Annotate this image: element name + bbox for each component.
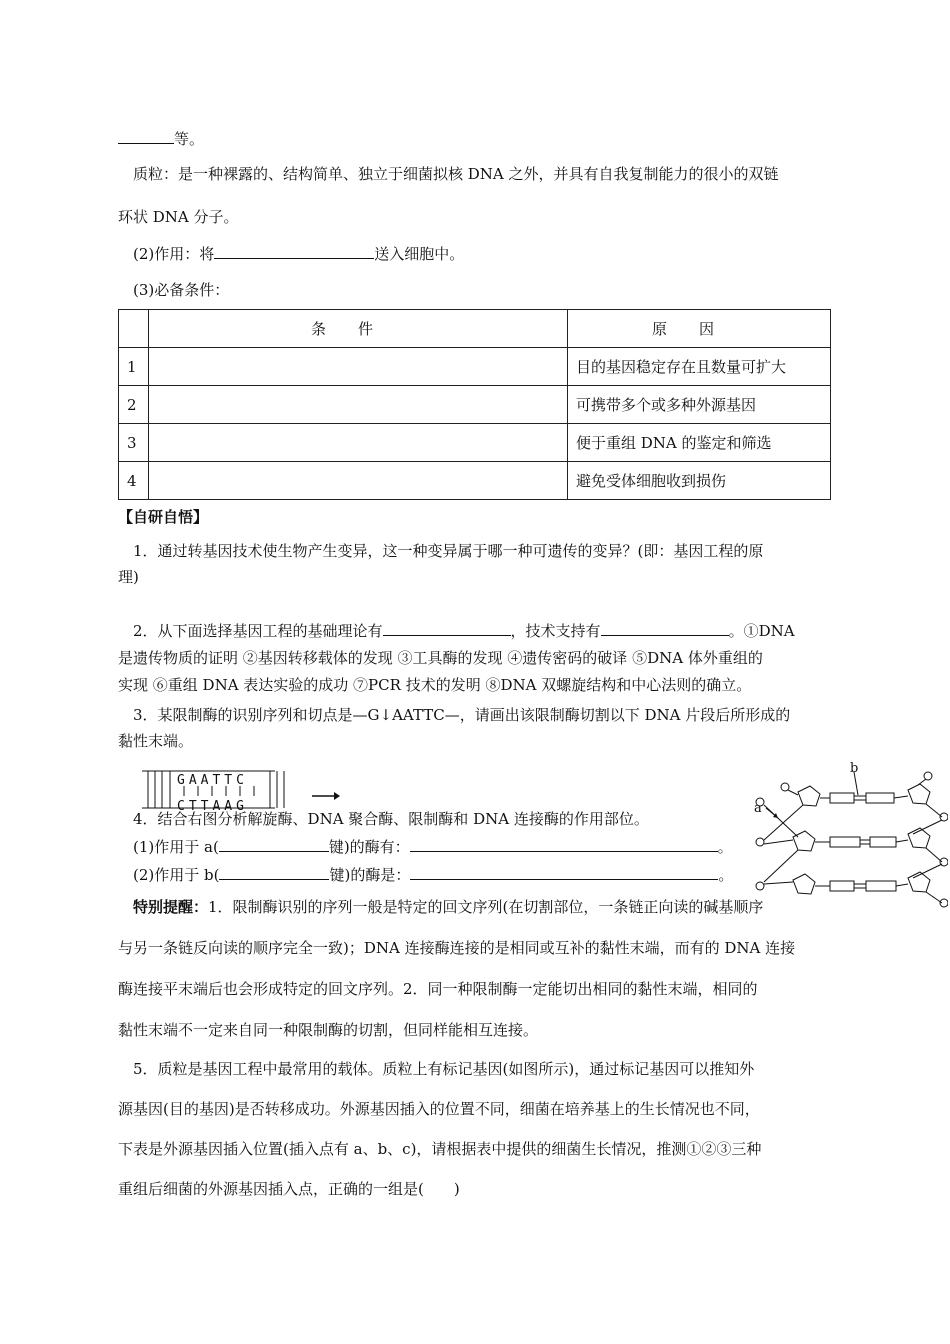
reason-cell: 避免受体细胞收到损伤 (568, 462, 831, 500)
bond-b-blank[interactable] (219, 865, 329, 880)
row-num: 2 (119, 386, 149, 424)
q2-line-b: 是遗传物质的证明 ②基因转移载体的发现 ③工具酶的发现 ④遗传密码的破译 ⑤DNA 体外重组的 (118, 649, 763, 667)
row-num: 3 (119, 424, 149, 462)
q2-line-c: 实现 ⑥重组 DNA 表达实验的成功 ⑦PCR 技术的发明 ⑧DNA 双螺旋结构和中心法则的确立。 (118, 676, 752, 694)
theory-blank[interactable] (383, 621, 511, 636)
condition-cell[interactable] (149, 348, 568, 386)
q3-line-b: 黏性末端。 (118, 732, 194, 750)
condition-cell[interactable] (149, 462, 568, 500)
tip-line-d: 黏性末端不一定来自同一种限制酶的切割，但同样能相互连接。 (118, 1021, 539, 1039)
label-a: a (754, 801, 762, 816)
q5-line-b: 源基因(目的基因)是否转移成功。外源基因插入的位置不同，细菌在培养基上的生长情况也不同， (118, 1100, 760, 1118)
bond-a-blank[interactable] (219, 837, 329, 852)
label-b: b (850, 762, 859, 776)
q5-line-d: 重组后细菌的外源基因插入点，正确的一组是( ) (118, 1180, 460, 1198)
q1-line-b: 理) (118, 568, 139, 586)
table-row (119, 424, 831, 462)
dna-structure-diagram (748, 762, 948, 912)
q5-line-a: 5．质粒是基因工程中最常用的载体。质粒上有标记基因(如图所示)，通过标记基因可以推知外 (133, 1060, 755, 1078)
reason-cell: 目的基因稳定存在且数量可扩大 (568, 348, 831, 386)
tip-line-b: 与另一条链反向读的顺序完全一致)；DNA 连接酶连接的是相同或互补的黏性末端，而有的 DNA 连接 (118, 939, 796, 957)
header-reason: 原因 (568, 310, 831, 348)
q3-line-a: 3．某限制酶的识别序列和切点是—G↓AATTC—，请画出该限制酶切割以下 DNA 片段后所形成的 (133, 706, 791, 724)
table-row (119, 386, 831, 424)
table-row (119, 348, 831, 386)
condition-cell[interactable] (149, 424, 568, 462)
answer-blank[interactable] (118, 129, 174, 144)
function-line: (2)作用：将 送入细胞中。 (133, 245, 465, 263)
reason-cell: 可携带多个或多种外源基因 (568, 386, 831, 424)
section-title: 【自研自悟】 (118, 508, 209, 526)
arrow-icon (334, 792, 340, 800)
tip-line-c: 酶连接平末端后也会形成特定的回文序列。2．同一种限制酶一定能切出相同的黏性末端，相同的 (118, 980, 758, 998)
q4-line-c: (2)作用于 b( 键)的酶是： 。 (133, 866, 734, 884)
function-blank[interactable] (214, 244, 374, 259)
plasmid-definition-line-b: 环状 DNA 分子。 (118, 208, 239, 226)
row-num: 4 (119, 462, 149, 500)
tech-blank[interactable] (601, 621, 729, 636)
dna-bottom-strand: CTTAAG (177, 799, 248, 814)
header-condition: 条件 (149, 310, 568, 348)
plasmid-definition-line-a: 质粒：是一种裸露的、结构简单、独立于细菌拟核 DNA 之外，并具有自我复制能力的很小的双链 (133, 165, 779, 183)
tip-label: 特别提醒： (133, 898, 209, 916)
tip-line-a: 特别提醒：1．限制酶识别的序列一般是特定的回文序列(在切割部位，一条链正向读的碱基顺序 (133, 898, 764, 916)
q4-line-a: 4．结合右图分析解旋酶、DNA 聚合酶、限制酶和 DNA 连接酶的作用部位。 (133, 810, 649, 828)
table-header-row (119, 310, 831, 348)
dna-top-strand: GAATTC (177, 773, 248, 788)
q5-line-c: 下表是外源基因插入位置(插入点有 a、b、c)，请根据表中提供的细菌生长情况，推测①②③三种 (118, 1140, 762, 1158)
reason-cell: 便于重组 DNA 的鉴定和筛选 (568, 424, 831, 462)
blank-line-1: 等。 (118, 128, 204, 149)
enzymes-b-blank[interactable] (410, 865, 718, 880)
table-row (119, 462, 831, 500)
q1-line-a: 1．通过转基因技术使生物产生变异，这一种变异属于哪一种可遗传的变异？(即：基因工程的原 (133, 542, 764, 560)
conditions-title: (3)必备条件： (133, 281, 230, 299)
header-num (119, 310, 149, 348)
condition-cell[interactable] (149, 386, 568, 424)
enzymes-a-blank[interactable] (410, 837, 718, 852)
row-num: 1 (119, 348, 149, 386)
q4-line-b: (1)作用于 a( 键)的酶有： 。 (133, 838, 733, 856)
conditions-table (118, 309, 831, 500)
q2-line-a: 2．从下面选择基因工程的基础理论有 ，技术支持有 。①DNA (133, 622, 795, 640)
